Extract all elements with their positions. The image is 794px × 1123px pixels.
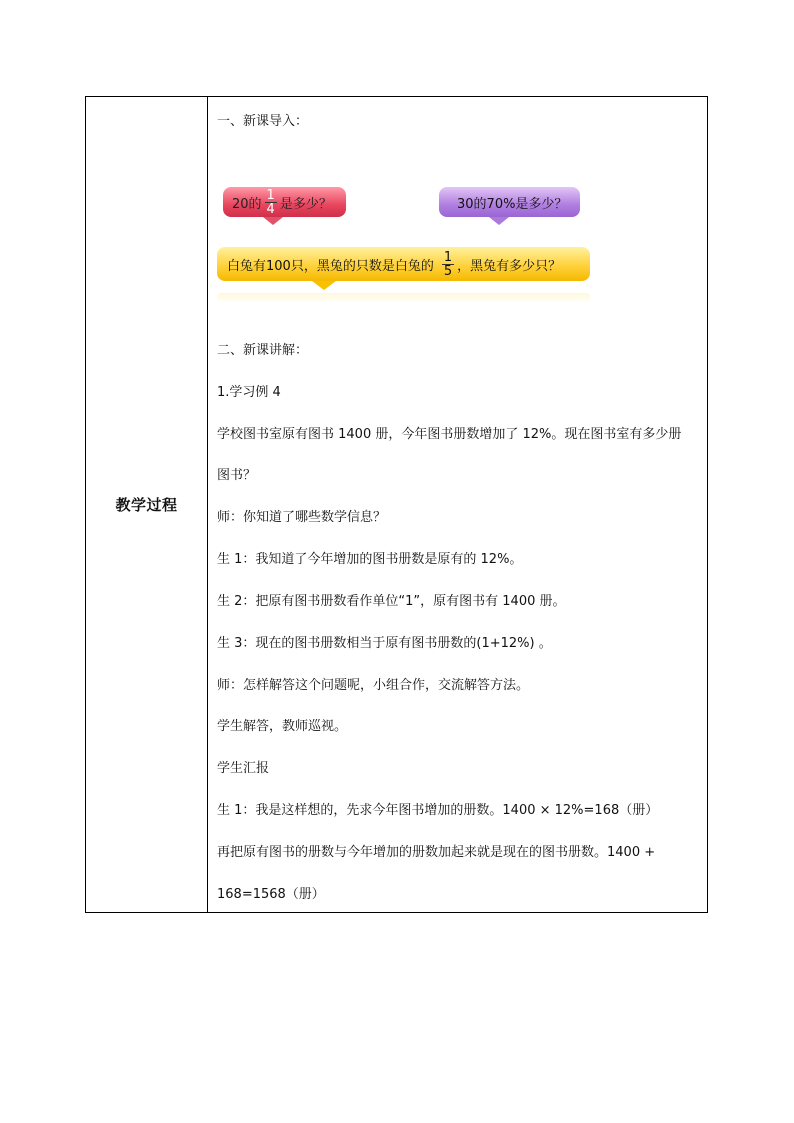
text-line: 1.学习例 4: [217, 385, 281, 400]
text-line: 师：怎样解答这个问题呢，小组合作，交流解答方法。: [217, 678, 530, 693]
text-line: 二、新课讲解：: [217, 343, 309, 358]
section-label: 教学过程: [115, 496, 178, 514]
column-divider: [207, 97, 208, 912]
intro-heading: 一、新课导入：: [217, 114, 309, 129]
text-line: 师：你知道了哪些数学信息？: [217, 510, 387, 525]
text-line: 生 1：我知道了今年增加的图书册数是原有的 12%。: [217, 552, 523, 567]
question-bubble-1: [223, 187, 346, 217]
label-cell: [86, 97, 207, 912]
text-line: 学生汇报: [217, 761, 270, 776]
bubble-reflection: [217, 293, 590, 303]
fraction-denominator: 4: [266, 201, 275, 217]
text-line: 图书？: [217, 468, 257, 483]
bubble-tail: [312, 281, 336, 290]
bubble-1-fraction: [265, 189, 277, 216]
bubble-1-pre: 20的: [232, 196, 262, 212]
text-line: 生 3：现在的图书册数相当于原有图书册数的(1+12%) 。: [217, 636, 552, 651]
text-line: 学校图书室原有图书 1400 册，今年图书册数增加了 12%。现在图书室有多少册: [217, 427, 682, 442]
text-line: 168=1568（册）: [217, 887, 325, 902]
text-line: 学生解答，教师巡视。: [217, 719, 348, 734]
text-line: 生 2：把原有图书册数看作单位“1”，原有图书有 1400 册。: [217, 594, 566, 609]
bubble-3-post: ，黑兔有多少只？: [457, 258, 562, 274]
bubble-tail: [263, 217, 283, 225]
text-line: 生 1：我是这样想的，先求今年图书增加的册数。1400 × 12%=168（册）: [217, 803, 659, 818]
content-cell: [217, 97, 699, 912]
fraction-numerator: 1: [443, 249, 453, 265]
bubble-1-post: 是多少？: [279, 196, 332, 212]
fraction-numerator: 1: [266, 187, 275, 203]
question-bubble-2: [439, 187, 580, 217]
bubble-tail: [489, 217, 509, 225]
bubble-3-fraction: [442, 251, 454, 278]
fraction-denominator: 5: [443, 263, 453, 279]
bubble-3-pre: 白兔有100只，黑兔的只数是白兔的: [227, 258, 434, 274]
question-bubble-3: [217, 247, 590, 281]
lesson-table: [85, 96, 708, 913]
text-line: 再把原有图书的册数与今年增加的册数加起来就是现在的图书册数。1400 +: [217, 845, 656, 860]
bubble-2-text: 30的70%是多少？: [457, 196, 568, 212]
